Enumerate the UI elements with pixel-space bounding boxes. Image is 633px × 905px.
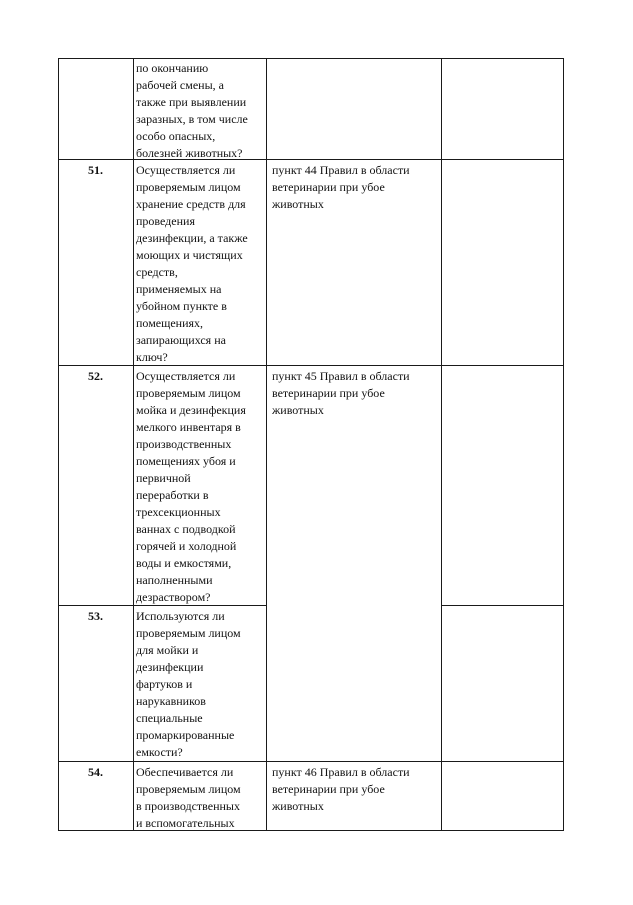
question-cell: по окончанию рабочей смены, а также при выявлении заразных, в том числе особо опасных, болезней животных?	[136, 61, 248, 160]
question-cell: Используются ли проверяемым лицом для мойки и дезинфекции фартуков и нарукавников специальные промаркированные емкости?	[136, 609, 241, 759]
reference-cell: пункт 45 Правил в области ветеринарии при убое животных	[272, 369, 410, 417]
column-divider	[133, 58, 134, 831]
row-number: 51.	[88, 163, 103, 177]
column-divider	[266, 58, 267, 831]
row-number: 52.	[88, 369, 103, 383]
row-number: 54.	[88, 765, 103, 779]
row-number: 53.	[88, 609, 103, 623]
question-cell: Осуществляется ли проверяемым лицом мойка и дезинфекция мелкого инвентаря в производственных помещениях убоя и первичной переработки в трехсекционных ваннах с подводкой горячей и холодной воды и емкостями, наполненными дезраствором?	[136, 369, 246, 604]
question-cell: Обеспечивается ли проверяемым лицом в производственных и вспомогательных	[136, 765, 241, 830]
column-divider	[563, 58, 564, 831]
column-divider	[441, 58, 442, 831]
question-cell: Осуществляется ли проверяемым лицом хранение средств для проведения дезинфекции, а также моющих и чистящих средств, применяемых на убойном пункте в помещениях, запирающихся на ключ?	[136, 163, 248, 364]
row-divider	[441, 605, 564, 606]
reference-cell: пункт 46 Правил в области ветеринарии при убое животных	[272, 765, 410, 813]
reference-cell: пункт 44 Правил в области ветеринарии при убое животных	[272, 163, 410, 211]
